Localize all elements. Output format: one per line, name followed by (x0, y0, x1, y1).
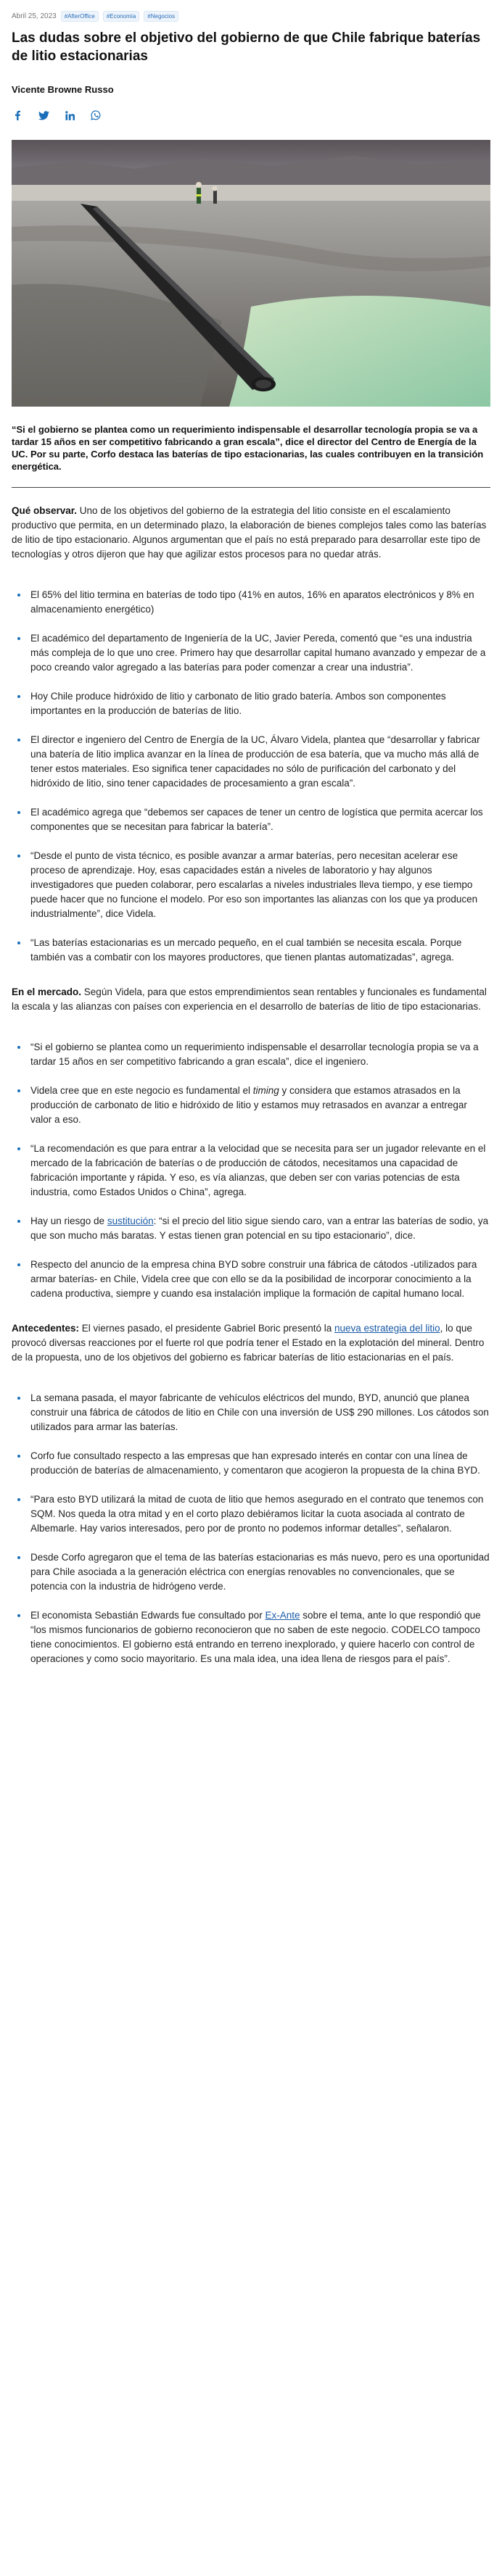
tag-afteroffice[interactable]: #AfterOffice (61, 11, 99, 22)
list-item: La semana pasada, el mayor fabricante de vehículos eléctricos del mundo, BYD, anunció que planea construir una fábrica de cátodos de litio en Chile con una inversión de US$ 290 millones. Los cátodos son utilizados para armar las baterías. (30, 1391, 490, 1434)
section-lead: Antecedentes: (12, 1323, 80, 1334)
item-text: Hay un riesgo de (30, 1216, 107, 1226)
section-text: , lo que provocó diversas reacciones por el fuerte rol que podría tener el Estado en la explotación del mineral. Dentro de la propuesta, uno de los objetivos del gobierno es fabricar baterías de litio estacionarias en el país. (12, 1323, 485, 1363)
section-text: Uno de los objetivos del gobierno de la estrategia del litio consiste en el escalamiento productivo que permita, en un determinado plazo, la elaboración de bienes complejos tales como las baterías de litio de tipo estacionario. Algunos argumentan que el país no está preparado para desarrollar este tipo de tecnologías y otros dijeron que hay que agilizar estos procesos para no quedar atrás. (12, 505, 487, 560)
sustitucion-link[interactable]: sustitución (107, 1216, 154, 1226)
item-text: y considera que estamos atrasados en la producción de carbonato de litio e hidróxido de litio y estamos muy retrasados en avanzar a entregar valor a eso. (30, 1085, 467, 1125)
list-item: Respecto del anuncio de la empresa china BYD sobre construir una fábrica de cátodos -utilizados para armar baterías- en Chile, Videla cree que con ello se da la posibilidad de incorporar conocimiento a la cadena productiva, siempre y cuando esa instalación implique la formación de capital humano local. (30, 1258, 490, 1301)
section-lead: En el mercado. (12, 986, 82, 997)
list-item (30, 1084, 490, 1127)
item-text: Videla cree que en este negocio es fundamental el (30, 1085, 253, 1096)
whatsapp-icon[interactable] (90, 109, 102, 121)
bullet-list (12, 588, 490, 965)
linkedin-icon[interactable] (64, 109, 75, 121)
section-antecedentes (12, 1321, 490, 1365)
article-title: Las dudas sobre el objetivo del gobierno de que Chile fabrique baterías de litio estacionarias (12, 30, 481, 64)
list-item: Corfo fue consultado respecto a las empresas que han expresado interés en contar con una línea de producción de baterías de almacenamiento, y comentaron que acogieron la propuesta de la china BYD. (30, 1449, 490, 1478)
list-item: Desde Corfo agregaron que el tema de las baterías estacionarias es más nuevo, pero es una oportunidad para Chile asociada a la generación eléctrica con energías renovables no convencionales, que se potencia con la industria de hidrógeno verde. (30, 1550, 490, 1594)
list-item: El académico agrega que “debemos ser capaces de tener un centro de logística que permita acercar los componentes que se necesitan para fabricar la batería”. (30, 805, 490, 834)
item-text: : “si el precio del litio sigue siendo caro, van a entrar las baterías de sodio, ya que son mucho más baratas. Y estas tienen gran potencial en su tipo estacionario”, dice. (30, 1216, 489, 1241)
list-item: El académico del departamento de Ingeniería de la UC, Javier Pereda, comentó que “es una industria más compleja de lo que uno cree. Primero hay que desarrollar capital humano avanzado y empezar de a poco creando valor agregado a las baterías para poder comenzar a crear una industria”. (30, 631, 490, 675)
list-item: “La recomendación es que para entrar a la velocidad que se necesita para ser un jugador relevante en el mercado de la fabricación de baterías o de producción de cátodos, necesitamos una capacidad de fabricación importante y rápida. Y eso, es vía alianzas, que deben ser con varias potencias de esta industria, como Estados Unidos o China”, agrega. (30, 1142, 490, 1200)
item-text: El economista Sebastián Edwards fue consultado por (30, 1610, 266, 1621)
tag-negocios[interactable]: #Negocios (144, 11, 178, 22)
list-item: El director e ingeniero del Centro de Energía de la UC, Álvaro Videla, plantea que “desarrollar y fabricar una batería de litio implica avanzar en la línea de producción de esa batería, que va mucho más allá de tener estos materiales. Eso significa tener capacidades no sólo de purificación del carbonato y del hidróxido de litio, sino tener capacidades de procesamiento a gran escala”. (30, 733, 490, 791)
list-item (30, 1608, 490, 1666)
item-text: sobre el tema, ante lo que respondió que “los mismos funcionarios de gobierno reconocieron que no saben de este negocio. CODELCO tampoco tiene conocimientos. El gobierno está entrando en terreno inexplorado, y quiere hacerlo con control de operaciones y como socio mayoritario. Es una mala idea, una idea llena de riesgos para el país”. (30, 1610, 481, 1664)
tag-economia[interactable]: #Economía (103, 11, 139, 22)
section-text: Según Videla, para que estos emprendimientos sean rentables y funcionales es fundamental la escala y las alianzas con países con experiencia en el desarrollo de baterías de litio de tipo estacionarias. (12, 986, 487, 1012)
list-item: “Para esto BYD utilizará la mitad de cuota de litio que hemos asegurado en el contrato que tenemos con SQM. Nos queda la otra mitad y en el corto plazo debiéramos licitar la cuota asociada al contrato de Albemarle. Hay varios interesados, pero por de pronto no podemos informar detalles”, señalaron. (30, 1492, 490, 1536)
list-item: El 65% del litio termina en baterías de todo tipo (41% en autos, 16% en aparatos electrónicos y 8% en almacenamiento energético) (30, 588, 490, 617)
section-que-observar (12, 504, 490, 562)
list-item: “Si el gobierno se plantea como un requerimiento indispensable el desarrollar tecnología propia se va a tardar 15 años en ser competitivo fabricando a gran escala”, dice el ingeniero. (30, 1040, 490, 1069)
hero-photo (12, 140, 490, 407)
publish-date: Abril 25, 2023 (12, 12, 57, 20)
list-item: “Las baterías estacionarias es un mercado pequeño, en el cual también se necesita escala. Porque también vas a combatir con los mayores productores, que tienen plantas automatizadas”, agrega. (30, 936, 490, 965)
article-summary: “Si el gobierno se plantea como un requerimiento indispensable el desarrollar tecnología propia se va a tardar 15 años en ser competitivo fabricando a gran escala”, dice el director del Centro de Energía de la UC. Por su parte, Corfo destaca las baterías de tipo estacionarias, las cuales contribuyen en la transición energética. (12, 423, 490, 488)
list-item (30, 1214, 490, 1243)
facebook-icon[interactable] (12, 109, 23, 121)
share-bar (12, 109, 490, 121)
bullet-list (12, 1040, 490, 1301)
section-text: El viernes pasado, el presidente Gabriel Boric presentó la (79, 1323, 334, 1334)
ex-ante-link[interactable]: Ex-Ante (265, 1610, 300, 1621)
article-meta (12, 10, 490, 22)
section-en-el-mercado (12, 985, 490, 1014)
list-item: “Desde el punto de vista técnico, es posible avanzar a armar baterías, pero necesitan acelerar ese proceso de aprendizaje. Hoy, esas capacidades están a niveles de laboratorio y hay algunos investigadores que pueden colaborar, pero escalarlas a niveles industriales lleva tiempo, y ese tiempo puede hacer que no funcione el modelo. Por eso son importantes las alianzas con los que ya producen industrialmente”, dice Videla. (30, 849, 490, 921)
list-item: Hoy Chile produce hidróxido de litio y carbonato de litio grado batería. Ambos son componentes importantes en la producción de baterías de litio. (30, 689, 490, 718)
section-lead: Qué observar. (12, 505, 78, 516)
item-emphasis: timing (252, 1085, 279, 1096)
author-name[interactable]: Vicente Browne Russo (12, 84, 114, 95)
twitter-icon[interactable] (38, 109, 49, 121)
estrategia-litio-link[interactable]: nueva estrategia del litio (334, 1323, 440, 1334)
bullet-list (12, 1391, 490, 1666)
